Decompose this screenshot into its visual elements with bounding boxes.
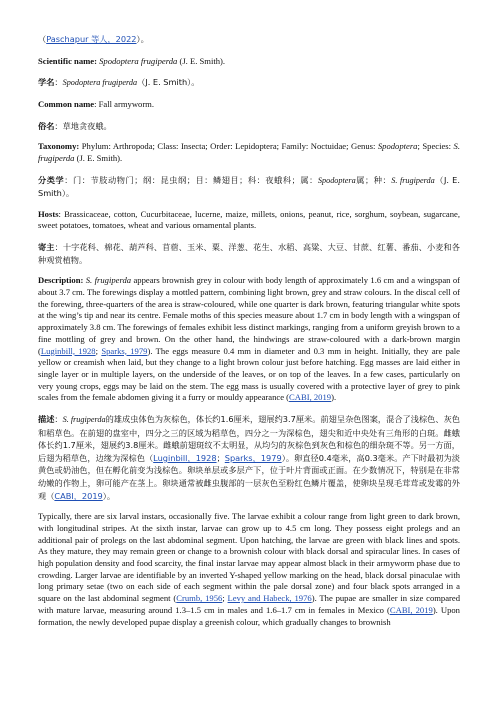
miaoshu-paragraph: [38, 413, 460, 502]
citation-link-cabi-zh[interactable]: CABI，2019: [54, 490, 103, 501]
description-text-3: ).: [331, 392, 337, 403]
taxonomy-paragraph: [38, 141, 460, 164]
hosts-text: : Brassicaceae, cotton, Cucurbitaceae, lucerne, maize, millets, onions, peanut, rice, sorghum, soybean, sugarcane, sweet potatoes, tomatoes, wheat and various ornamental plants.: [38, 208, 460, 231]
larvae-sep: ;: [222, 593, 228, 604]
xueming-author: （J. E. Smith）。: [137, 77, 200, 88]
xueming-sep: ：: [54, 77, 63, 88]
jizhu-label: 寄主: [38, 242, 55, 253]
taxonomy-text-2: ; Species:: [417, 141, 454, 152]
taxonomy-text: Phylum: Arthropoda; Class: Insecta; Order: Lepidoptera; Family: Noctuidae; Genus:: [81, 141, 378, 152]
suming-paragraph: [38, 120, 460, 133]
scientific-name-author: (J. E. Smith).: [177, 55, 226, 66]
citation-link-sparks-zh[interactable]: Sparks，1979: [224, 452, 282, 463]
miaoshu-text: 的雄成虫体色为灰棕色，体长约1.6厘米，翅展约3.7厘米。前翅呈杂色图案，混合了浅棕色、灰色和稻草色。在前翅的盘室中，四分之三的区域为稻草色，四分之一为深棕色，翅尖和近中央处有三角形的白斑。雌蛾体长约1.7厘米，翅展约3.8厘米。雌蛾前翅斑纹不太明显，从均匀的灰棕色到灰色和棕色的细杂斑不等。另一方面，后翅为稻草色，边缘为深棕色（: [38, 414, 460, 463]
citation-link-levy-habeck[interactable]: Levy and Habeck, 1976: [227, 593, 312, 604]
fenleixue-text: ：门：节肢动物门；纲：昆虫纲；目：鳞翅目；科：夜蛾科；属：: [64, 174, 318, 185]
hosts-label: Hosts: [38, 208, 59, 219]
citation-link-luginbill-zh[interactable]: Luginbill，1928: [153, 452, 217, 463]
citation-link-cabi[interactable]: CABI, 2019: [289, 392, 332, 403]
fenleixue-author: （J. E. Smith）。: [38, 174, 460, 199]
description-label: Description:: [38, 275, 84, 286]
jizhu-paragraph: [38, 241, 460, 266]
miaoshu-label: 描述: [38, 414, 55, 425]
description-sep: ;: [95, 345, 102, 356]
miaoshu-pre: ：: [54, 414, 63, 425]
fenleixue-label: 分类学: [38, 174, 65, 185]
larvae-text-2: ). The pupae are smaller in size compared with mature larvae, measuring around 1.3–1.5 cm in males and 1.6–1.7 cm in females in Mexico (: [38, 593, 461, 615]
citation-link-luginbill[interactable]: Luginbill, 1928: [40, 345, 96, 356]
scientific-name-label: Scientific name:: [38, 55, 100, 66]
xueming-paragraph: [38, 76, 460, 90]
larvae-text: Typically, there are six larval instars, occasionally five. The larvae exhibit a colour range from light green to dark brown, with longitudinal stripes. At the sixth instar, larvae can grow up to 4.5 cm long. They possess eight prolegs and an additional pair of prolegs on the last abdominal segment. Upon hatching, the larvae are green with black lines and spots. As they mature, they may remain green or change to a brownish colour with black dorsal and spiracular lines. In cases of high population density and food scarcity, the final instar larvae may appear almost black in their armyworm phase due to crowding. Larger larvae are identifiable by an inverted Y-shaped yellow marking on the head, black dorsal pinaculae with long primary setae (two on each side of each segment within the pale dorsal zone) and four black spots arranged in a square on the last abdominal segment (: [38, 511, 460, 604]
taxonomy-label: Taxonomy:: [38, 141, 82, 152]
common-name-value: : Fall armyworm.: [94, 98, 155, 109]
citation-link-cabi-2[interactable]: CABI, 2019: [389, 604, 433, 615]
miaoshu-sep: ；: [216, 452, 225, 463]
description-paragraph: [38, 275, 460, 404]
xueming-value: Spodoptera frugiperda: [62, 78, 138, 88]
ref-open: （: [38, 34, 47, 44]
common-name-label: Common name: [38, 98, 95, 109]
larvae-text-3: ). Upon formation, the newly developed pupae display a greenish colour, which gradually changes to brownish: [38, 604, 460, 627]
suming-label: 俗名: [38, 120, 55, 131]
hosts-paragraph: [38, 209, 460, 232]
fenleixue-text-2: 属；种：: [355, 174, 392, 185]
larvae-paragraph: [38, 511, 460, 628]
citation-link-sparks[interactable]: Sparks, 1979: [101, 345, 148, 356]
taxonomy-genus: Spodoptera: [377, 141, 418, 152]
taxonomy-species: S. frugiperda: [38, 141, 460, 163]
common-name-paragraph: [38, 99, 460, 111]
suming-value: ：草地贪夜蛾。: [54, 120, 112, 131]
citation-link-paschapur[interactable]: Paschapur 等人，2022: [46, 34, 137, 44]
miaoshu-species: S. frugiperda: [62, 415, 106, 425]
jizhu-text: ：十字花科、棉花、葫芦科、苜蓿、玉米、粟、洋葱、花生、水稻、高粱、大豆、甘蔗、红薯、番茄、小麦和各种观赏植物。: [38, 242, 460, 265]
ref-close: ）。: [136, 34, 149, 44]
citation-link-crumb[interactable]: Crumb, 1956: [176, 593, 223, 604]
description-species: S. frugiperda: [83, 275, 132, 286]
scientific-name-paragraph: [38, 56, 460, 68]
xueming-label: 学名: [38, 77, 55, 88]
reference-line: [38, 33, 460, 46]
fenleixue-genus: Spodoptera: [317, 175, 356, 185]
scientific-name-value: Spodoptera frugiperda: [99, 55, 178, 66]
description-text: appears brownish grey in colour with body length of approximately 1.6 cm and a wingspan of about 3.7 cm. The forewings display a mottled pattern, combining light brown, grey and straw colours. In the discal cell of the forewing, three-quarters of the area is straw-coloured, while one quarter is dark brown, featuring triangular white spots at the wing’s tip and near its centre. Female moths of this species measure about 1.7 cm in body length with a wingspan of approximately 3.8 cm. The forewings of females exhibit less distinct markings, ranging from a uniform greyish brown to a fine mottling of grey and brown. On the other hand, the hindwings are straw-coloured with a dark-brown margin (: [38, 275, 460, 356]
fenleixue-species: S. frugiperda: [391, 175, 435, 185]
miaoshu-text-3: ）。: [102, 490, 116, 501]
description-text-2: ). The eggs measure 0.4 mm in diameter and 0.3 mm in height. Initially, they are pale yellow or creamish when laid, but they change to a light brown colour just before hatching. Egg masses are laid either in single layer or in multiple layers, on the underside of the leaves, or on top of the leaves. In a few cases, particularly on very young crops, eggs may be laid on the stem. The egg mass is usually covered with a protective layer of grey to pink scales from the female abdomen giving it a furry or mouldy appearance (: [38, 345, 460, 403]
fenleixue-paragraph: [38, 174, 460, 200]
taxonomy-author: (J. E. Smith).: [74, 152, 123, 163]
miaoshu-text-2: ）。卵直径0.4毫米，高0.3毫米。产下时最初为淡黄色或奶油色，但在孵化前变为浅棕色。卵块单层或多层产下，位于叶片背面或正面。在少数情况下，特别是在非常幼嫩的作物上，卵可能产在茎上。卵块通常被雌虫腹部的一层灰色至粉红色鳞片覆盖，使卵块呈现毛茸茸或发霉的外观（: [38, 452, 460, 501]
